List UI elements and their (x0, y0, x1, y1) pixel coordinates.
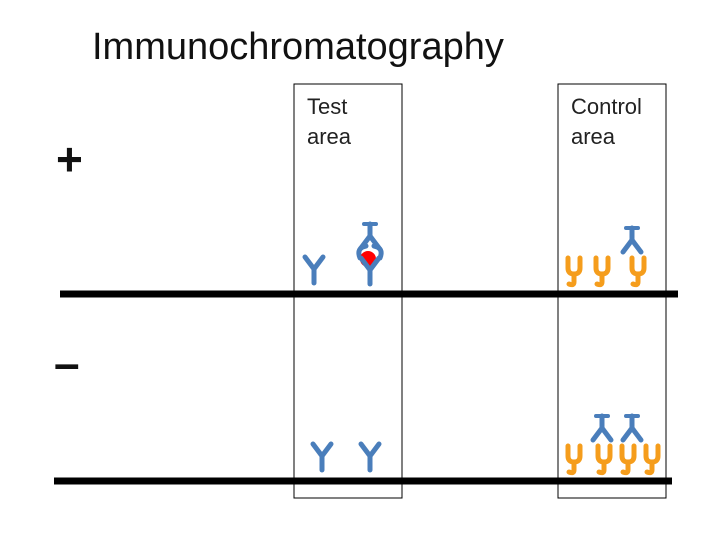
control-area-label: Control area (571, 94, 642, 149)
bound-labeled-antibody-icon (623, 228, 641, 252)
control-antibody-icon (598, 446, 610, 473)
test-area-label: Test area (307, 94, 352, 149)
antigen-antibody-complex-icon (359, 224, 381, 284)
control-antibody-icon (632, 258, 644, 285)
capture-antibody-icon (313, 444, 331, 470)
capture-antibody-icon (361, 444, 379, 470)
control-antibody-icon (568, 258, 580, 285)
control-antibody-icon (596, 258, 608, 285)
bound-labeled-antibody-icon (623, 416, 641, 440)
bound-labeled-antibody-icon (593, 416, 611, 440)
diagram-title: Immunochromatography (92, 26, 504, 68)
capture-antibody-icon (305, 257, 323, 283)
control-antibody-icon (622, 446, 634, 473)
control-antibody-icon (646, 446, 658, 473)
negative-sign: – (54, 337, 80, 389)
positive-sign: + (56, 133, 83, 185)
control-antibody-icon (568, 446, 580, 473)
